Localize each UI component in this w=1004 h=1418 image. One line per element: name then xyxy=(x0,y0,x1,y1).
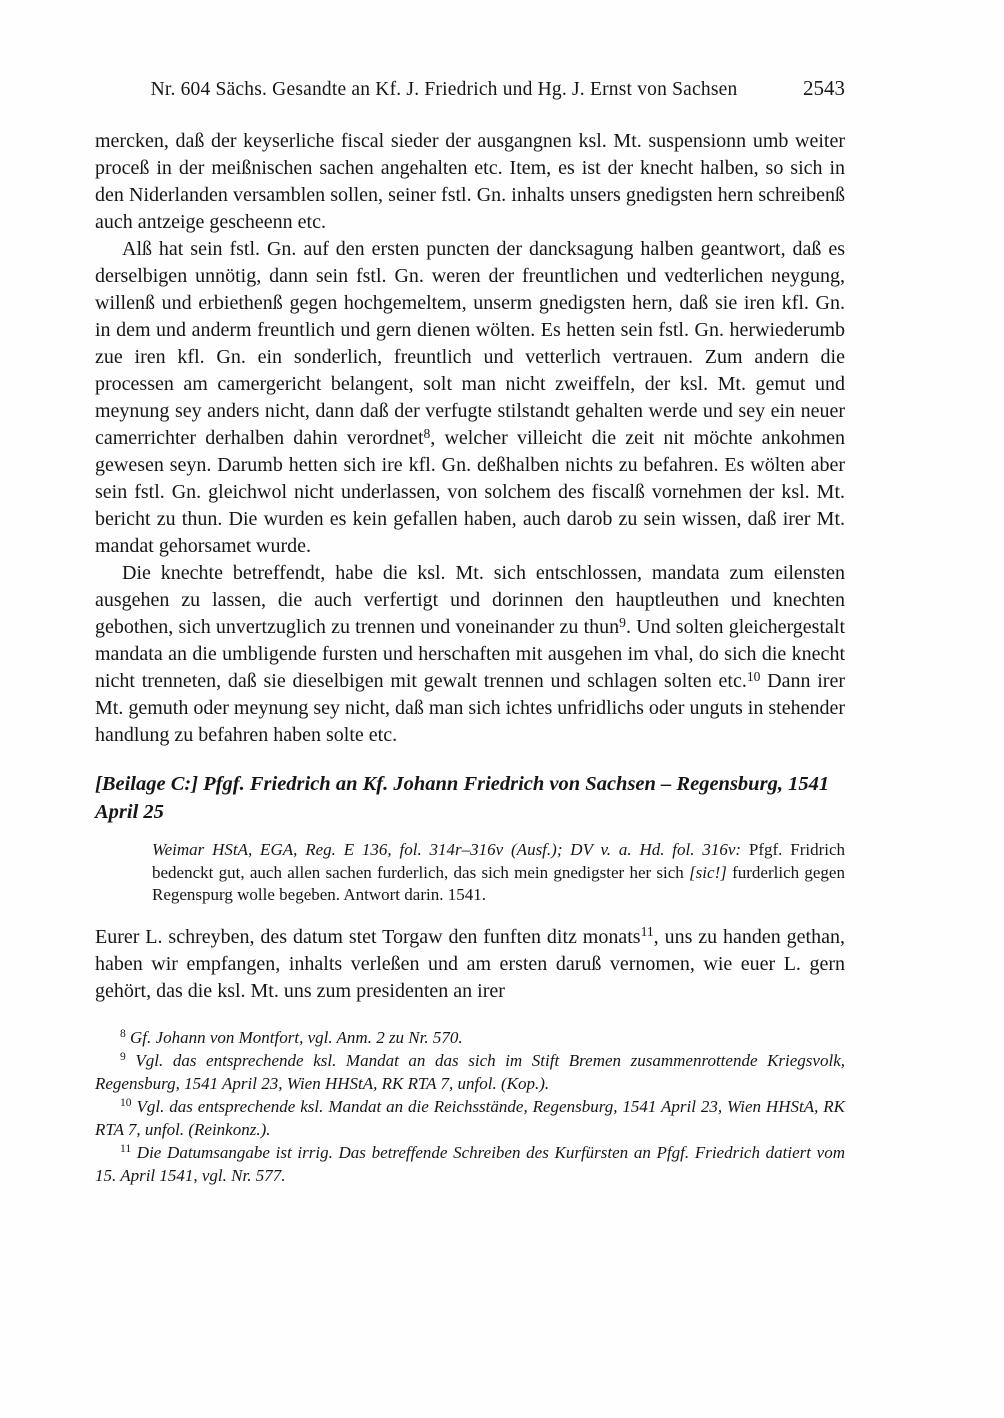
footnote-8: $^8$ Gf. Johann von Montfort, vgl. Anm. 2 zu Nr. 570. xyxy=(120,1027,463,1047)
footnote-9: $^9$ Vgl. das entsprechende ksl. Mandat an das sich im Stift Bremen zusammenrottende Kriegsvolk, Regensburg, 1541 April 23, Wien HHStA, RK RTA 7, unfol. (Kop.). xyxy=(95,1050,845,1093)
footnote-11: $^{11}$ Die Datumsangabe ist irrig. Das betreffende Schreiben des Kurfürsten an Pfgf. Friedrich datiert vom 15. April 1541, vgl. Nr. 577. xyxy=(95,1142,845,1185)
footnote-10: $^{10}$ Vgl. das entsprechende ksl. Mandat an die Reichsstände, Regensburg, 1541 April 23, Wien HHStA, RK RTA 7, unfol. (Reinkonz.). xyxy=(95,1096,845,1139)
paragraph-letter-opening: Eurer L. schreyben, des datum stet Torgaw den funften ditz monats$^{11}$, uns zu handen gethan, haben wir empfangen, inhalts verleßen und am ersten daruß vernomen, wie euer L. gern gehört, das die ksl. Mt. uns zum presidenten an irer xyxy=(95,924,845,1002)
footnotes-section xyxy=(95,1026,845,1187)
paragraph-knechte: Die knechte betreffendt, habe die ksl. Mt. sich entschlossen, mandata zum eilensten ausgehen zu lassen, die auch verfertigt und dorinnen den hauptleuthen und knechten gebothen, sich unvertzuglich zu trennen und voneinander zu thun$^9$. Und solten gleichergestalt mandata an die umbligende fursten und herschaften mit ausgehen im vhal, do sich die knecht nicht trenneten, daß sie dieselbigen mit gewalt trennen und schlagen solten etc.$^{10}$ Dann irer Mt. gemuth oder meynung sey nicht, daß man sich ichtes unfridlichs oder unguts in stehender handlung zu befahren haben solte etc. xyxy=(95,562,845,746)
archival-source-note: Weimar HStA, EGA, Reg. E 136, fol. 314r–316v (Ausf.); DV v. a. Hd. fol. 316v: Pfgf. Fridrich bedenckt gut, auch allen sachen furderlich, das sich mein gnedigster her sich [sic!] furderlich gegen Regenspurg wolle begeben. Antwort darin. 1541. xyxy=(152,840,846,904)
paragraph-response-first-point: Alß hat sein fstl. Gn. auf den ersten puncten der dancksagung halben geantwort, daß es derselbigen unnötig, dann sein fstl. Gn. weren der freuntlichen und vedterlichen neygung, willenß und erbiethenß gegen hochgemeltem, unserm gnedigsten hern, daß sie iren kfl. Gn. in dem und anderm freuntlich und gern dienen wölten. Es hetten sein fstl. Gn. herwiederumb zue iren kfl. Gn. ein sonderlich, freuntlich und vetterlich vertrauen. Zum andern die processen am camergericht belangent, solt man nicht zweiffeln, der ksl. Mt. gemut und meynung sey anders nicht, dann daß der verfugte stilstandt gehalten werde und sey ein neuer camerrichter derhalben dahin verordnet$^8$, welcher villeicht die zeit nit möchte ankohmen gewesen seyn. Darumb hetten sich ire kfl. Gn. deßhalben nichts zu befahren. Es wölten aber sein fstl. Gn. gleichwol nicht underlassen, von solchem des fiscalß vornehmen der ksl. Mt. bericht zu thun. Die wurden es kein gefallen haben, auch darob zu sein wissen, daß irer Mt. mandat gehorsamet wurde. xyxy=(95,238,845,557)
section-heading-beilage-c: [Beilage C:] Pfgf. Friedrich an Kf. Johann Friedrich von Sachsen – Regensburg, 1541 April 25 xyxy=(95,773,830,823)
page-number: 2543 xyxy=(803,76,845,100)
page-header xyxy=(95,76,845,102)
running-title: Nr. 604 Sächs. Gesandte an Kf. J. Friedrich und Hg. J. Ernst von Sachsen xyxy=(150,79,738,100)
paragraph-continuation: mercken, daß der keyserliche fiscal sieder der ausgangnen ksl. Mt. suspensionn umb weiter proceß in der meißnischen sachen angehalten etc. Item, es ist der knecht halben, so sich in den Niderlanden versamblen sollen, seiner fstl. Gn. inhalts unsers gnedigsten hern schreibenß auch antzeige gescheenn etc. xyxy=(95,130,845,233)
